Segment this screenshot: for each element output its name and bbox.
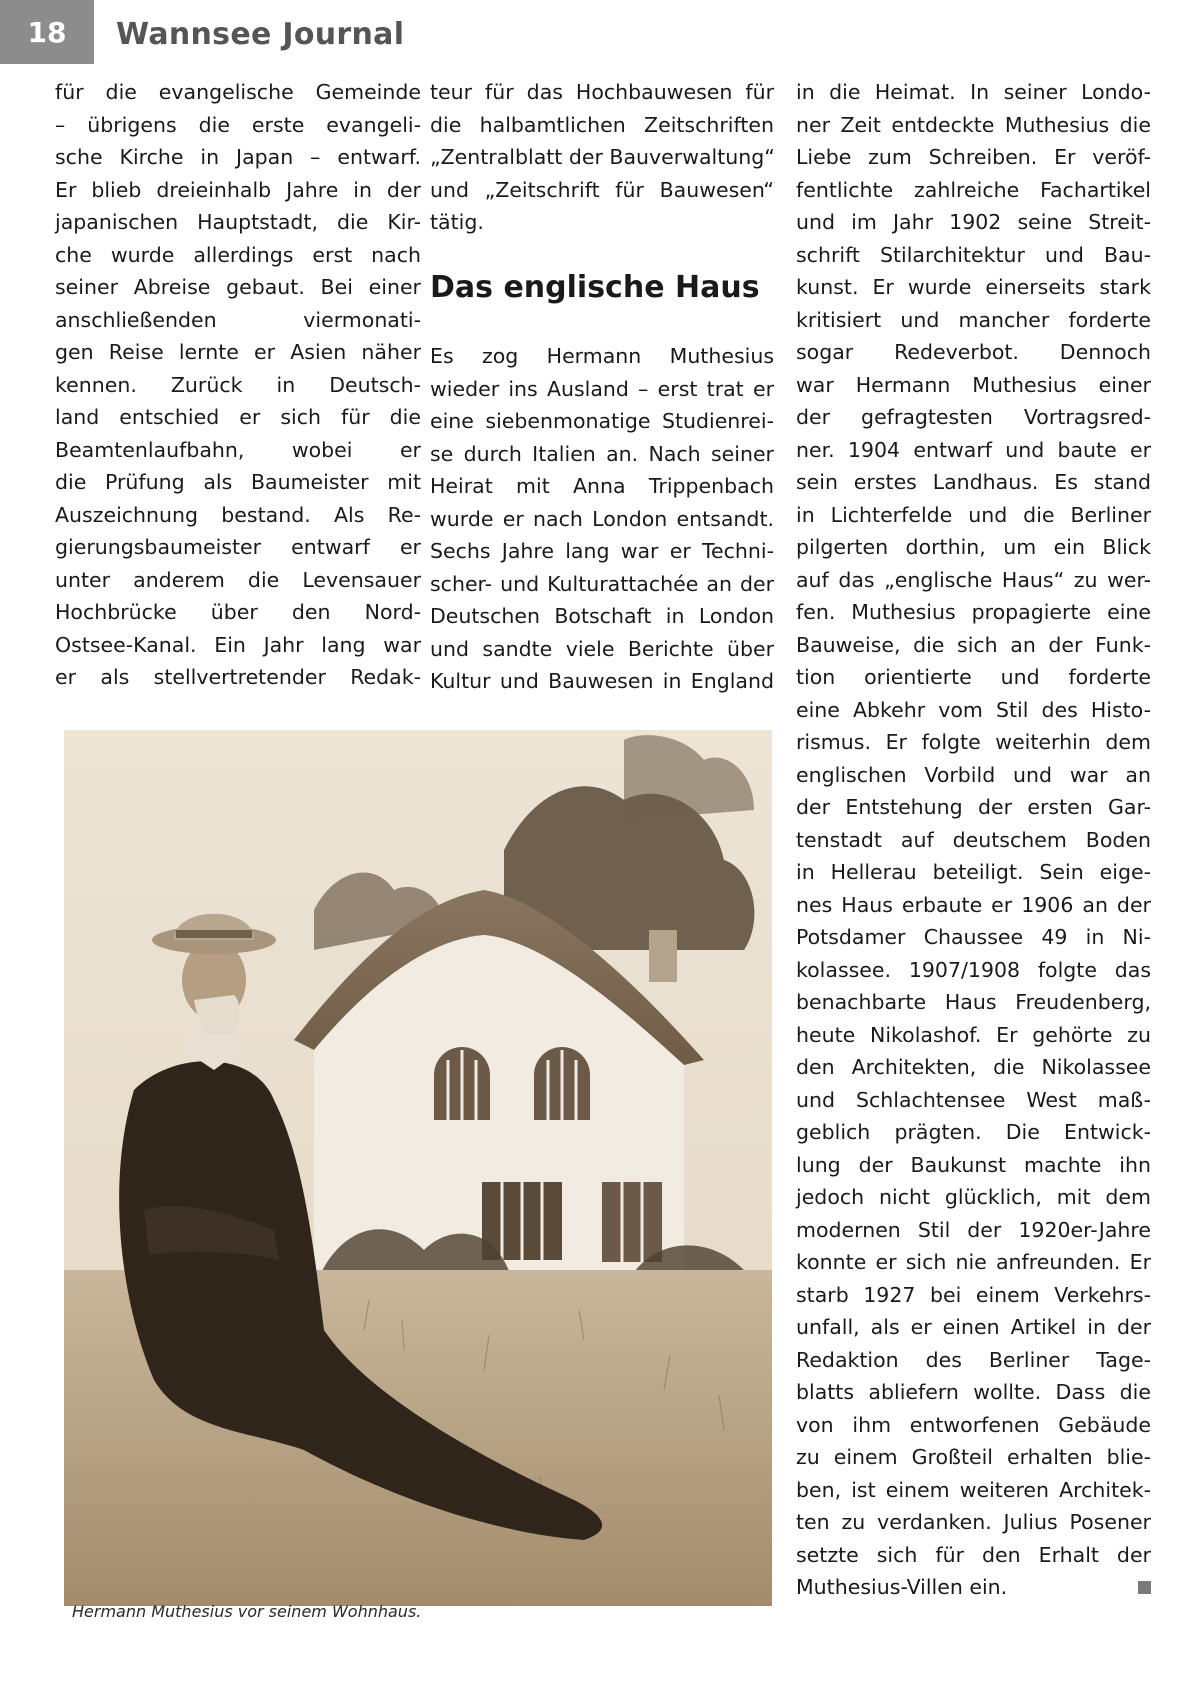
text-line: scher- und Kulturattachée an der — [430, 571, 774, 596]
text-line: pilgerten dorthin, um ein Blick — [796, 535, 1151, 559]
text-line: sche Kirche in Japan – entwarf. — [55, 145, 421, 169]
text-line: in die Heimat. In seiner Londo- — [796, 80, 1151, 104]
text-line: fentlichte zahlreiche Fachartikel — [796, 177, 1151, 202]
text-line: gierungsbaumeister entwarf er — [55, 535, 421, 559]
text-line: konnte er sich nie anfreunden. Er — [796, 1250, 1151, 1274]
text-line: geblich prägten. Die Entwick- — [796, 1120, 1151, 1144]
photo-caption: Hermann Muthesius vor seinem Wohnhaus. — [72, 1602, 422, 1621]
text-line: schrift Stilarchitektur und Bau- — [796, 242, 1151, 267]
text-line: che wurde allerdings erst nach — [55, 242, 421, 267]
text-line: Hochbrücke über den Nord- — [55, 600, 421, 624]
text-line: tätig. — [430, 210, 484, 234]
text-line: jedoch nicht glücklich, mit dem — [796, 1185, 1151, 1209]
text-line: und sandte viele Berichte über — [430, 636, 774, 661]
text-line: fen. Muthesius propagierte eine — [796, 600, 1151, 624]
article-column-3 — [796, 76, 1151, 1604]
text-line: die halbamtlichen Zeitschriften — [430, 112, 774, 137]
text-line: Ostsee-Kanal. Ein Jahr lang war — [55, 632, 421, 657]
text-line: blatts abliefern wollte. Dass die — [796, 1380, 1151, 1404]
article-column-1 — [55, 76, 421, 694]
text-line: und im Jahr 1902 seine Streit- — [796, 210, 1151, 234]
text-line: von ihm entworfenen Gebäude — [796, 1412, 1151, 1437]
text-line: der gefragtesten Vortragsred- — [796, 405, 1151, 429]
text-line: und Schlachtensee West maß- — [796, 1087, 1151, 1112]
journal-title: Wannsee Journal — [116, 17, 405, 52]
text-line: Heirat mit Anna Trippenbach — [430, 474, 774, 498]
text-line: kritisiert und mancher forderte — [796, 307, 1151, 332]
text-line: seiner Abreise gebaut. Bei einer — [55, 275, 421, 299]
text-line — [796, 1571, 1151, 1604]
text-line: Redaktion des Berliner Tage- — [796, 1347, 1151, 1372]
text-line: se durch Italien an. Nach seiner — [430, 441, 774, 466]
text-line: Kultur und Bauwesen in England — [430, 669, 774, 693]
text-line: in Hellerau beteiligt. Sein eige- — [796, 860, 1151, 884]
text-line: er als stellvertretender Redak- — [55, 665, 421, 689]
text-line: Er blieb dreieinhalb Jahre in der — [55, 177, 421, 202]
text-line: – übrigens die erste evangeli- — [55, 112, 421, 137]
text-line: in Lichterfelde und die Berliner — [796, 502, 1151, 527]
text-line: benachbarte Haus Freudenberg, — [796, 990, 1151, 1014]
page-number: 18 — [0, 0, 94, 64]
text-line: modernen Stil der 1920er-Jahre — [796, 1217, 1151, 1242]
text-line: den Architekten, die Nikolassee — [796, 1055, 1151, 1079]
text-line: „Zentralblatt der Bauverwaltung“ — [430, 145, 775, 169]
text-line: eine siebenmonatige Studienrei- — [430, 409, 774, 433]
text-line: teur für das Hochbauwesen für — [430, 80, 774, 104]
text-line: Liebe zum Schreiben. Er veröf- — [796, 145, 1151, 169]
text-line: eine Abkehr vom Stil des Histo- — [796, 697, 1151, 722]
text-line: Beamtenlaufbahn, wobei er — [55, 437, 421, 462]
article-column-2-bottom — [430, 340, 774, 698]
text-line: zu einem Großteil erhalten blie- — [796, 1445, 1151, 1469]
text-line: tion orientierte und forderte — [796, 665, 1151, 689]
text-line: Es zog Hermann Muthesius — [430, 344, 774, 368]
text-line-content: Muthesius-Villen ein. — [796, 1575, 1008, 1599]
text-line: unfall, als er einen Artikel in der — [796, 1315, 1151, 1339]
text-line: starb 1927 bei einem Verkehrs- — [796, 1282, 1151, 1307]
text-line: für die evangelische Gemeinde — [55, 80, 421, 104]
text-line: englischen Vorbild und war an — [796, 762, 1151, 787]
text-line: ben, ist einem weiteren Architek- — [796, 1477, 1151, 1502]
text-line: anschließenden viermonati- — [55, 307, 421, 332]
text-line: japanischen Hauptstadt, die Kir- — [55, 210, 421, 234]
text-line: ner. 1904 entwarf und baute er — [796, 437, 1151, 462]
text-line: kennen. Zurück in Deutsch- — [55, 372, 421, 397]
text-line: ten zu verdanken. Julius Posener — [796, 1510, 1151, 1534]
sepia-photograph — [64, 730, 772, 1606]
text-line: Bauweise, die sich an der Funk- — [796, 632, 1151, 657]
text-line: Deutschen Botschaft in London — [430, 604, 774, 628]
text-line: unter anderem die Levensauer — [55, 567, 421, 592]
photo-muthesius-house — [64, 730, 772, 1606]
text-line: Sechs Jahre lang war er Techni- — [430, 539, 774, 563]
text-line: kunst. Er wurde einerseits stark — [796, 275, 1151, 299]
text-line: die Prüfung als Baumeister mit — [55, 470, 421, 494]
text-line: Potsdamer Chaussee 49 in Ni- — [796, 925, 1151, 949]
text-line: setzte sich für den Erhalt der — [796, 1542, 1151, 1567]
text-line: lung der Baukunst machte ihn — [796, 1152, 1151, 1177]
text-line: war Hermann Muthesius einer — [796, 372, 1151, 397]
text-line: wieder ins Ausland – erst trat er — [430, 376, 774, 401]
text-line: und „Zeitschrift für Bauwesen“ — [430, 177, 774, 202]
text-line: heute Nikolashof. Er gehörte zu — [796, 1022, 1151, 1047]
text-line: sogar Redeverbot. Dennoch — [796, 340, 1151, 364]
text-line: gen Reise lernte er Asien näher — [55, 340, 421, 364]
text-line: Auszeichnung bestand. Als Re- — [55, 502, 421, 527]
article-end-mark-icon — [1138, 1581, 1151, 1594]
text-line: kolassee. 1907/1908 folgte das — [796, 957, 1151, 982]
text-line: auf das „englische Haus“ zu wer- — [796, 567, 1151, 592]
text-line: ner Zeit entdeckte Muthesius die — [796, 112, 1151, 137]
text-line: land entschied er sich für die — [55, 405, 421, 429]
text-line: wurde er nach London entsandt. — [430, 506, 774, 531]
text-line: rismus. Er folgte weiterhin dem — [796, 730, 1151, 754]
section-heading: Das englische Haus — [430, 270, 760, 305]
article-column-2-top — [430, 76, 774, 239]
text-line: der Entstehung der ersten Gar- — [796, 795, 1151, 819]
text-line: tenstadt auf deutschem Boden — [796, 827, 1151, 852]
text-line: sein erstes Landhaus. Es stand — [796, 470, 1151, 494]
text-line: nes Haus erbaute er 1906 an der — [796, 892, 1151, 917]
